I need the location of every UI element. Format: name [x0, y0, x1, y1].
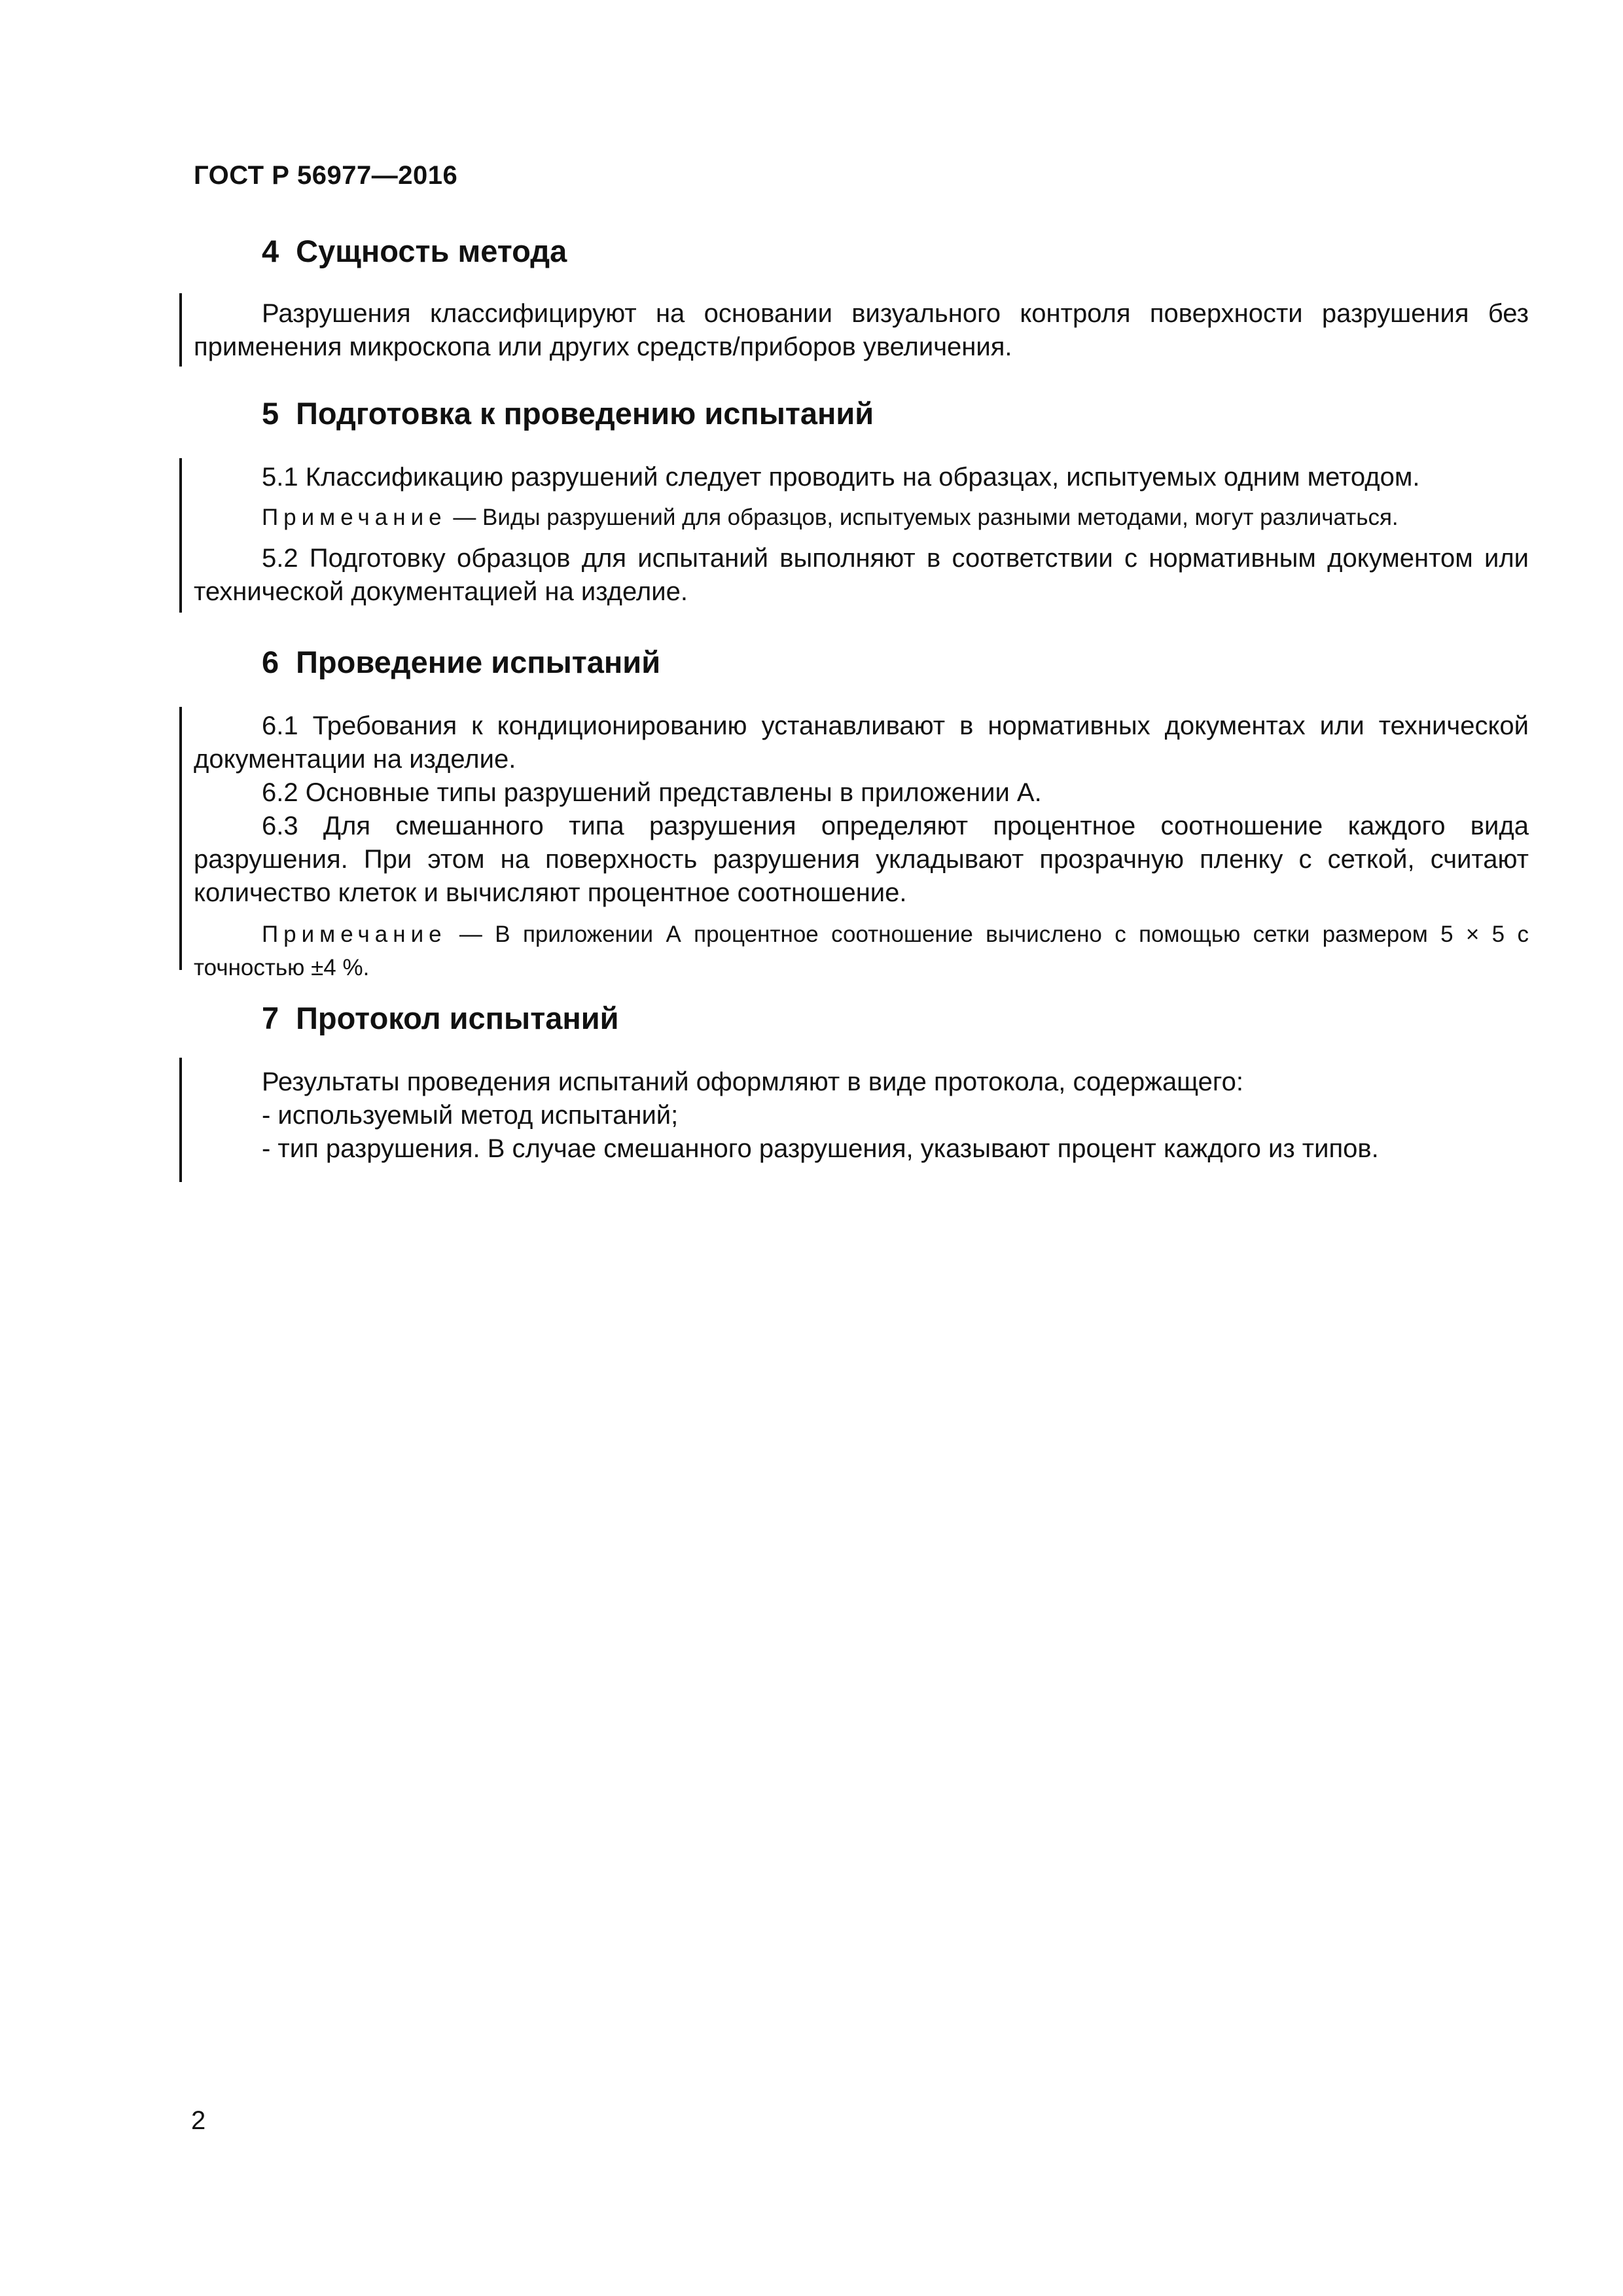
section-4	[194, 233, 1529, 364]
clause-6-1: 6.1 Требования к кондиционированию устанавливают в нормативных документах или технической документации на изделие.	[194, 711, 1529, 774]
note-text: — Виды разрушений для образцов, испытуемых разными методами, могут различаться.	[446, 505, 1399, 530]
note-text: — В приложении А процентное соотношение вычислено с помощью сетки размером 5 × 5 с точностью ±4 %.	[194, 922, 1529, 980]
section-6-title: Проведение испытаний	[296, 645, 661, 679]
note-label: Примечание	[262, 922, 447, 947]
section-4-paragraph: Разрушения классифицируют на основании визуального контроля поверхности разрушения без применения микроскопа или других средств/приборов увеличения.	[194, 299, 1529, 361]
section-7-number: 7	[262, 1001, 279, 1035]
section-7-title: Протокол испытаний	[296, 1001, 619, 1035]
section-7-intro: Результаты проведения испытаний оформляют в виде протокола, содержащего:	[262, 1067, 1243, 1096]
change-bar-section-6	[179, 707, 182, 970]
change-bar-section-7	[179, 1058, 182, 1182]
section-6-number: 6	[262, 645, 279, 679]
section-6-heading	[194, 644, 1529, 681]
section-4-heading	[194, 233, 1529, 270]
standard-code-header: ГОСТ Р 56977—2016	[194, 161, 458, 190]
change-bar-section-5	[179, 458, 182, 613]
section-5-heading	[194, 395, 1529, 432]
section-4-number: 4	[262, 234, 279, 268]
clause-5-2: 5.2 Подготовку образцов для испытаний выполняют в соответствии с нормативным документом или технической документацией на изделие.	[194, 544, 1529, 606]
clause-6-2: 6.2 Основные типы разрушений представлены в приложении А.	[262, 778, 1042, 807]
section-6	[194, 644, 1529, 984]
section-7	[194, 1000, 1529, 1166]
page-number: 2	[191, 2106, 206, 2135]
section-4-title: Сущность метода	[296, 234, 567, 268]
section-5	[194, 395, 1529, 609]
section-7-list-item: - используемый метод испытаний;	[262, 1101, 679, 1130]
clause-5-1: 5.1 Классификацию разрушений следует проводить на образцах, испытуемых одним методом.	[262, 463, 1420, 492]
note-label: Примечание	[262, 505, 447, 530]
section-5-number: 5	[262, 396, 279, 431]
section-5-title: Подготовка к проведению испытаний	[296, 396, 874, 431]
section-7-heading	[194, 1000, 1529, 1037]
section-5-note	[194, 501, 1529, 534]
clause-6-3: 6.3 Для смешанного типа разрушения определяют процентное соотношение каждого вида разрушения. При этом на поверхность разрушения укладывают прозрачную пленку с сеткой, считают количество клеток и вычисляют процентное соотношение.	[194, 812, 1529, 907]
change-bar-section-4	[179, 293, 182, 367]
section-7-list-item: - тип разрушения. В случае смешанного разрушения, указывают процент каждого из типов.	[262, 1134, 1379, 1163]
section-6-note	[194, 918, 1529, 984]
